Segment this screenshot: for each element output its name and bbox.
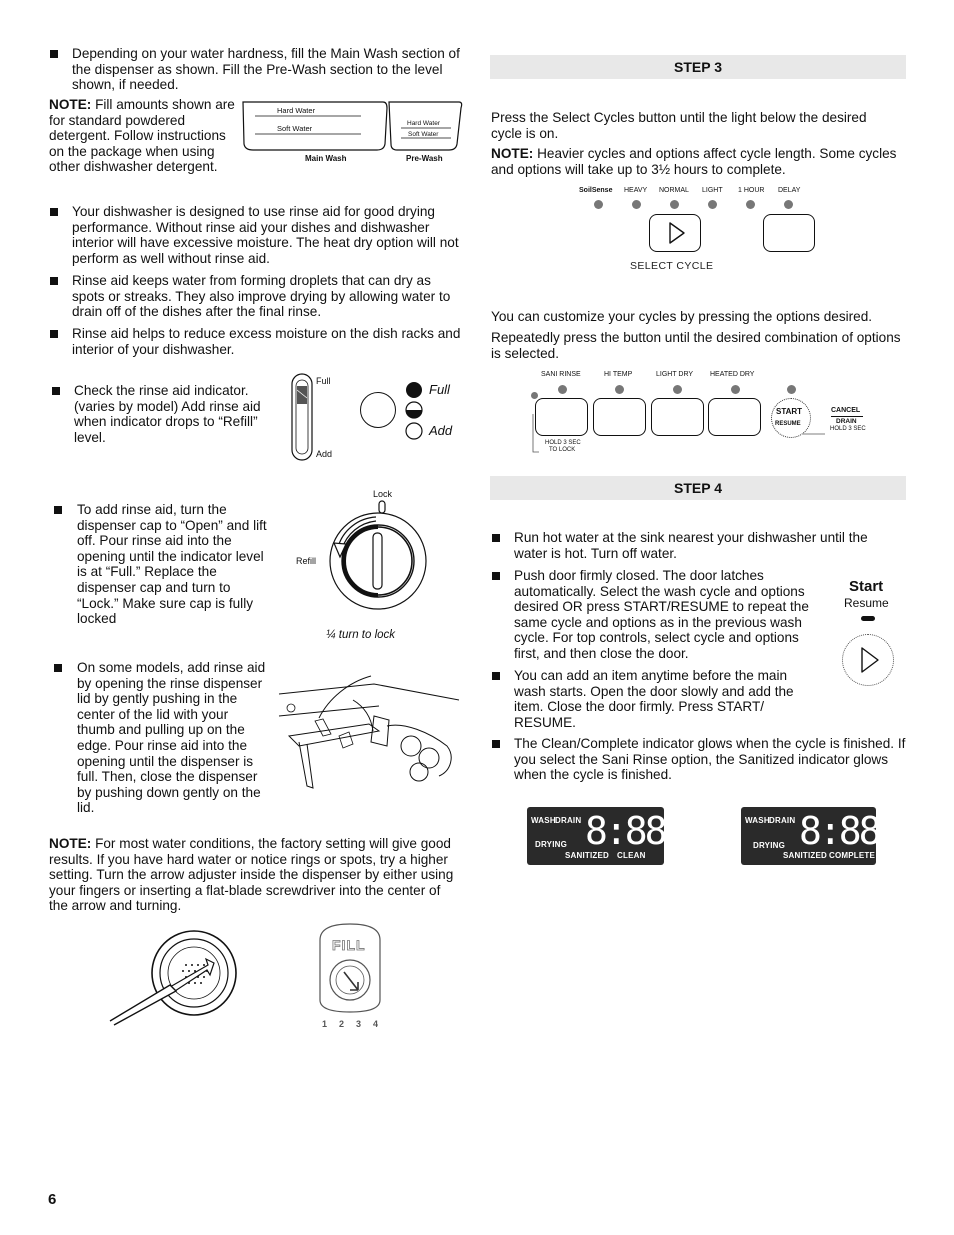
option-led [615,385,624,394]
dispenser-cap-illustration [290,487,440,647]
cycle-label-light: LIGHT [702,187,723,194]
cycle-led [670,200,679,209]
play-icon [650,215,700,251]
cycle-led [632,200,641,209]
fill-label: FILL [332,937,366,953]
repeat-press-text: Repeatedly press the button until the desired combination of options is selected. [491,330,901,361]
note-cycle-length [491,146,901,177]
step-4-header: STEP 4 [490,476,906,500]
note-text: For most water conditions, the factory setting will give good results. If you have hard water or notice rings or spots, try a higher setting. Turn the arrow adjuster inside the dispenser by either using your fingers or inserting a flat-blade screwdriver into the center of the arrow and turning. [49,836,454,914]
cancel-label: CANCEL [831,407,861,414]
cycle-label-normal: NORMAL [659,187,689,194]
push-door-text: Push door firmly closed. The door latches automatically. Select the wash cycle and options desired OR press START/RESUME to repeat the same cycle and options as in the previous wash cycle. For top controls, select cycle and options first, and then close the door. [514,568,809,661]
option-label-light-dry: LIGHT DRY [656,371,694,378]
status-display-complete [741,807,879,865]
option-label-sani-rinse: SANI RINSE [541,371,581,378]
clean-indicator: CLEAN [617,851,646,860]
bullet [50,277,58,285]
cycle-label-delay: DELAY [778,187,801,194]
cycle-selector-panel [570,183,820,275]
hand-thumb-icon [279,676,459,806]
note-factory-setting [49,836,463,914]
main-wash-label: Main Wash [305,154,347,163]
time-digits: 8:88 [585,809,665,853]
select-cycle-text: Press the Select Cycles button until the light below the desired cycle is on. [491,110,867,141]
bullet [50,208,58,216]
indicator-window [360,392,396,428]
drying-indicator: DRYING [535,840,568,849]
add-item-text: You can add an item anytime before the main wash starts. Open the door slowly and add the item. Close the door firmly. Press START/ RESUME. [514,668,794,730]
bullet [492,740,500,748]
pre-wash-label: Pre-Wash [406,154,443,163]
cap-dial-icon [290,487,440,622]
page-number: 6 [48,1191,57,1208]
open-lid-text: On some models, add rinse aid by opening the rinse dispenser lid by gently pushing in the center of the lid with your thumb and pulling up on the edge. Pour rinse aid into the opening until the dispenser is full. Then, close the dispenser by pushing down gently on the lid. [77,660,266,816]
resume-label: Resume [844,596,889,610]
rinse-aid-moisture: Rinse aid helps to reduce excess moisture on the dish racks and interior of your dishwasher. [72,326,461,357]
play-icon [843,635,893,685]
lid-opening-illustration [279,676,459,806]
delay-button[interactable] [763,214,815,252]
clean-complete-text: The Clean/Complete indicator glows when the cycle is finished. If you select the Sani Rinse option, the Sanitized indicator glows when the cycle is finished. [514,736,906,783]
select-cycle-button[interactable] [649,214,701,252]
legend-add: Add [429,423,453,438]
screwdriver-icon [110,925,240,1025]
drying-indicator: DRYING [753,841,786,850]
bullet [52,387,60,395]
start-button-label: START [776,407,803,416]
setting-4: 4 [373,1019,379,1029]
select-cycle-label: SELECT CYCLE [630,260,714,272]
start-label: Start [849,578,884,595]
gauge-add-label: Add [316,449,333,459]
option-led [673,385,682,394]
wash-indicator: WASH [531,816,556,825]
bullet [50,50,58,58]
lock-led [531,392,538,399]
hold-3-sec-drain: HOLD 3 SEC [830,426,866,432]
option-led [558,385,567,394]
main-soft-water: Soft Water [277,124,313,133]
setting-2: 2 [339,1019,345,1029]
note-label: NOTE: [49,836,92,851]
cycle-label-soilsense: SoilSense [579,187,613,194]
main-hard-water: Hard Water [277,106,316,115]
complete-indicator: COMPLETE [829,851,876,860]
customize-cycles-text: You can customize your cycles by pressing the options desired. [491,309,873,324]
wash-indicator: WASH [745,816,770,825]
bullet [50,330,58,338]
options-panel [527,368,872,458]
note-text: Heavier cycles and options affect cycle length. Some cycles and options will take up to 3½ hours to complete. [491,146,897,177]
bullet [492,534,500,542]
run-hot-water-text: Run hot water at the sink nearest your dishwasher until the water is hot. Turn off water. [514,530,868,561]
option-led [787,385,796,394]
cycle-led [708,200,717,209]
option-led [731,385,740,394]
cap-lock-label: Lock [373,489,393,499]
rinse-aid-droplets: Rinse aid keeps water from forming droplets that can dry as spots or streaks. They also improve drying by allowing water to drain off of the dishes after the final rinse. [72,273,451,320]
cycle-label-heavy: HEAVY [624,187,648,194]
note-fill-amounts [49,97,237,175]
light-dry-button[interactable] [651,398,704,436]
add-rinse-aid-cap-text: To add rinse aid, turn the dispenser cap to “Open” and lift off. Pour rinse aid into the opening until the indicator level is at “Full.” Replace the dispenser cap and turn to “Lock.” Make sure cap is fully locked [77,502,267,627]
fill-dial-illustration [314,920,394,1035]
cycle-label-1hour: 1 HOUR [738,187,765,194]
bullet [54,506,62,514]
check-indicator-text: Check the rinse aid indicator. (varies by model) Add rinse aid when indicator drops to “Refill” level. [74,383,261,445]
drain-label: DRAIN [836,418,857,425]
rinse-aid-intro: Your dishwasher is designed to use rinse aid for good drying performance. Without rinse aid your dishes and dishwasher interior will have excessive moisture. The heat dry option will not perform as well without rinse aid. [72,204,459,266]
bullet [54,664,62,672]
heated-dry-button[interactable] [708,398,761,436]
pre-soft-water: Soft Water [408,131,439,138]
start-resume-graphic [836,578,906,690]
legend-full: Full [429,382,450,397]
screwdriver-adjuster-illustration [110,925,240,1025]
bullet [492,672,500,680]
note-label: NOTE: [491,146,534,161]
rinse-aid-gauge [290,372,350,462]
sanitized-indicator: SANITIZED [783,851,828,860]
sanitized-indicator: SANITIZED [565,851,610,860]
status-display-clean [527,807,664,865]
quarter-turn-caption: ¼ turn to lock [326,629,396,641]
detergent-dispenser-illustration [241,100,463,170]
start-button[interactable] [842,634,894,686]
option-label-hi-temp: HI TEMP [604,371,633,378]
setting-1: 1 [322,1019,328,1029]
time-digits: 8:88 [799,809,879,853]
cap-refill-label: Refill [296,556,317,566]
pre-hard-water: Hard Water [407,120,440,127]
resume-button-label: RESUME [775,421,801,427]
cycle-led [594,200,603,209]
indicator-legend [405,381,475,441]
start-indicator-led [861,616,875,621]
dispenser-fill-text: Depending on your water hardness, fill the Main Wash section of the dispenser as shown. Fill the Pre-Wash section to the level shown, if needed. [72,46,460,93]
bullet [492,572,500,580]
cycle-led [746,200,755,209]
note-label: NOTE: [49,97,92,112]
gauge-full-label: Full [316,376,331,386]
hi-temp-button[interactable] [593,398,646,436]
cycle-led [784,200,793,209]
start-resume-button[interactable] [771,398,811,438]
drain-indicator: DRAIN [769,816,796,825]
hold-3-sec-lock: HOLD 3 SEC [545,440,581,446]
step-3-header: STEP 3 [490,55,906,79]
cancel-divider [831,416,863,417]
drain-indicator: DRAIN [555,816,582,825]
setting-3: 3 [356,1019,362,1029]
option-label-heated-dry: HEATED DRY [710,371,755,378]
note-text: Fill amounts shown are for standard powdered detergent. Follow instructions on the package when using other dishwasher detergent. [49,97,235,175]
sani-rinse-button[interactable] [535,398,588,436]
to-lock-label: TO LOCK [549,447,576,453]
fill-dial-icon [314,920,394,1015]
